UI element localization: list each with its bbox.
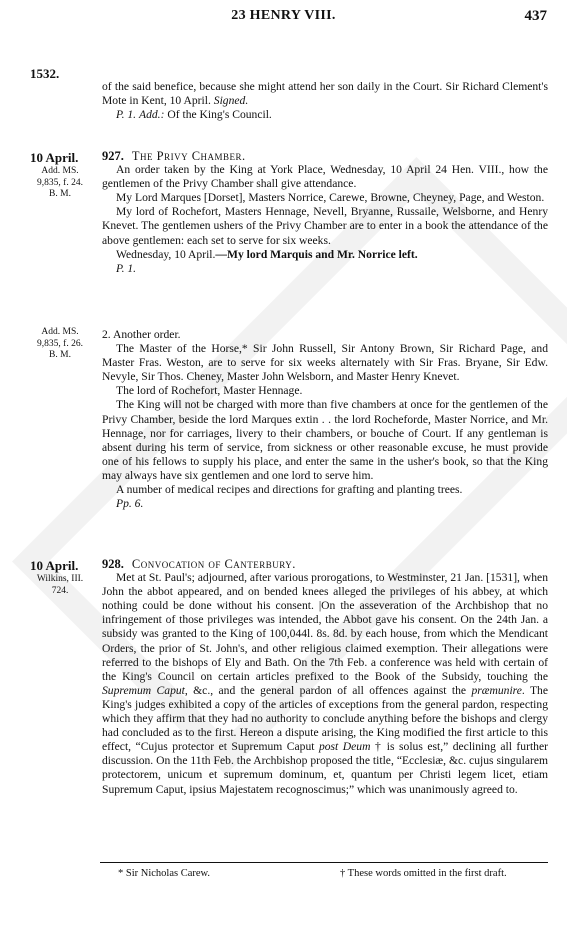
continuation-text: of the said benefice, because she might attend her son daily in the Court. Sir Richard Clement's Mote in Kent, 10 April. Signed. xyxy=(102,80,548,108)
entry-927-ref: P. 1. xyxy=(116,261,137,275)
entry-927-para-8: The King will not be charged with more than five chambers at once for the gentlemen of the Privy Chamber, beside the lord Marques extin . . the lord Rocheforde, Master Norrice, and Mr. Hennage, nor for carriages, livery to their chambers, or bouche of Court. If any gentleman is absent during his term of service, from sickness or other reasonable excuse, he must provide one of his fellows to supply his place, and enter the same in the usher's book, so that the King may always have six gentlemen and one lord to serve him. xyxy=(102,398,548,482)
entry-927-para-9: A number of medical recipes and directions for grafting and planting trees. xyxy=(116,483,463,497)
footnote-2: † These words omitted in the first draft. xyxy=(340,868,507,879)
footnote-rule xyxy=(100,862,548,863)
signed-mark: Signed. xyxy=(213,94,249,108)
entry-927-para-3: My lord of Rochefort, Masters Hennage, Nevell, Bryanne, Russaile, Welsborne, and Henry Knevet. The gentlemen ushers of the Privy Chamber are to enter in a book the attendance of the above gentlemen: each set to serve for six weeks. xyxy=(102,205,548,247)
footnote-1: * Sir Nicholas Carew. xyxy=(118,868,211,879)
entry-927-para-6: The Master of the Horse,* Sir John Russell, Sir Antony Brown, Sir Richard Page, and Master Fras. Weston, are to serve for six weeks alternately with Sir Fras. Bryane, Sir Edw. Nevyle, Sir Thos. Cheney, Master John Welsborn, and Master Henry Knevet. xyxy=(102,342,548,384)
entry-927-ref-2: Pp. 6. xyxy=(116,497,144,511)
entry-927-body-2 xyxy=(102,328,548,511)
entry-927-source-2: Add. MS. 9,835, f. 26. B. M. xyxy=(37,327,83,360)
entry-927-body xyxy=(102,149,548,276)
entry-928-date: 10 April. xyxy=(30,558,79,573)
entry-927-para-2: My Lord Marques [Dorset], Masters Norrice, Carewe, Browne, Cheyney, Page, and Weston. xyxy=(116,191,545,205)
continuation-ref: P. 1. Add.: Of the King's Council. xyxy=(116,108,272,122)
entry-928-text: Met at St. Paul's; adjourned, after various prorogations, to Westminster, 21 Jan. [1531], when John the abbot appeared, and on bended knees alleged the privileges of his abbey, at which nothing could be done without his consent. |On the asseveration of the Archbishop that no infringement of those privileges was intended, the Abbot gave his consent. On the 24th Jan. a subsidy was granted to the King of 100,044l. 8s. 8d. by each house, from which the Mendicant Orders, the prior of St. John's, and other religious claimed exemption. Their allegations were referred to the bishops of Ely and Bath. On the 7th Feb. a conference was held with certain of the King's Council on certain articles prefixed to the Book of the Subsidy, touching the Supremum Caput, &c., and the general pardon of all offences against the præmunire. The King's judges exhibited a copy of the articles of exceptions from the general pardon, respecting which they affirm that they had no authority to conclude anything before the bishops and clergy had concluded as to the first. Hereon a dispute arising, the King modified the first article to this effect, “Cujus protector et Supremum Caput post Deum † is solus est,” declining all further discussion. On the 11th Feb. the Archbishop proposed the title, “Ecclesiæ, &c. cujus singularem protectorem, unicum et supremum dominum, et, quantum per Christi legem licet, etiam Supremum Caput, ipsius Majestatem recognoscimus;” which was unanimously agreed to. xyxy=(102,571,548,796)
continuation-block xyxy=(102,80,548,122)
entry-928-heading: 928. Convocation of Canterbury. xyxy=(102,557,296,571)
entry-927-para-7: The lord of Rochefort, Master Hennage. xyxy=(116,384,303,398)
year-margin: 1532. xyxy=(30,66,60,81)
entry-927-source: Add. MS. 9,835, f. 24. B. M. xyxy=(37,166,83,199)
entry-927-para-1: An order taken by the King at York Place, Wednesday, 10 April 24 Hen. VIII., how the gentlemen of the Privy Chamber shall give attendance. xyxy=(102,163,548,191)
entry-928-body xyxy=(102,557,548,797)
entry-927-para-4: Wednesday, 10 April.—My lord Marquis and Mr. Norrice left. xyxy=(116,247,418,261)
entry-927-heading: 927. The Privy Chamber. xyxy=(102,149,246,163)
entry-927-para-5: 2. Another order. xyxy=(102,328,181,341)
running-head: 23 HENRY VIII. xyxy=(231,8,336,23)
entry-928-source: Wilkins, III. 724. xyxy=(36,574,84,596)
entry-927-date: 10 April. xyxy=(30,150,79,165)
page-number: 437 xyxy=(524,8,547,24)
